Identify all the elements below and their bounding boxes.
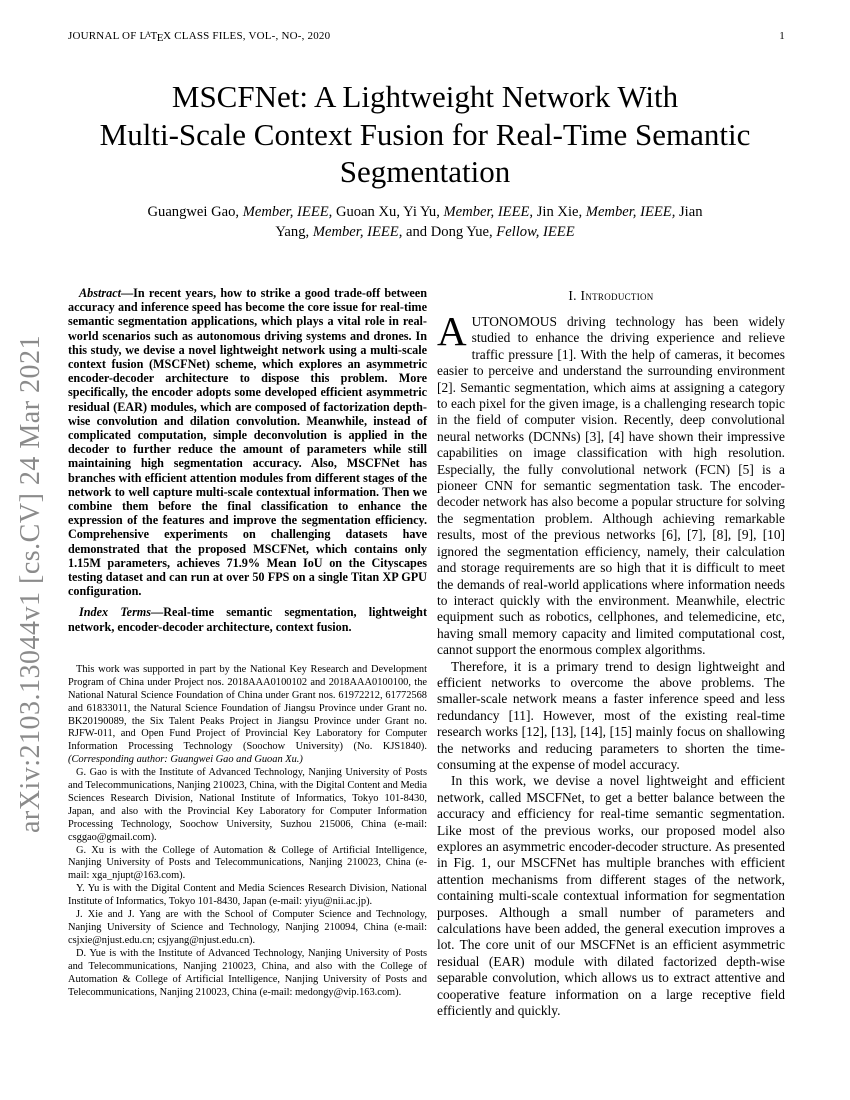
- paper-title-line-1: MSCFNet: A Lightweight Network With: [171, 79, 679, 114]
- footnote-affiliation-yu: Y. Yu is with the Digital Content and Media Sciences Research Division, National Institute of Informatics, Tokyo 101-8430, Japan (e-mail: yiyu@nii.ac.jp).: [68, 883, 427, 908]
- author-line-1: Guangwei Gao, Member, IEEE, Guoan Xu, Yi Yu, Member, IEEE, Jin Xie, Member, IEEE, Jian: [147, 204, 703, 220]
- two-column-body: [68, 286, 785, 1019]
- page-number: 1: [779, 30, 785, 42]
- journal-title: JOURNAL OF LATEX CLASS FILES, VOL-, NO-, 2020: [68, 30, 331, 45]
- running-header: [68, 30, 785, 44]
- footnote-affiliation-yue: D. Yue is with the Institute of Advanced Technology, Nanjing University of Posts and Telecommunications, Nanjing 210023, China, and also with the College of Automation & College of Artificial Intelligence, Nanjing University of Posts and Telecommunications, Nanjing 210023, China (e-mail: medongy@vip.163.com).: [68, 947, 427, 998]
- footnote-affiliation-xu: G. Xu is with the College of Automation & College of Artificial Intelligence, Nanjing University of Posts and Telecommunications, Nanjing 210023, China (e-mail: xga_njupt@163.com).: [68, 844, 427, 882]
- arxiv-watermark: arXiv:2103.13044v1 [cs.CV] 24 Mar 2021: [15, 334, 46, 833]
- drop-cap: A: [437, 308, 467, 354]
- intro-paragraph-3: In this work, we devise a novel lightweight and efficient network, called MSCFNet, to get a better balance between the accuracy and efficiency for real-time semantic segmentation. Like most of the previous works, our proposed model also explores an asymmetric encoder-decoder structure. As presented in Fig. 1, our MSCFNet has multiple branches with efficient attention mechanisms from different stages of the network, containing multi-scale contextual information for segmentation purposes. Although a small number of parameters and calculations have been added, the general execution improves a lot. The core unit of our MSCFNet is an efficient asymmetric residual (EAR) module with dilated factorized depth-wise separable convolution, which allows us to extract attentive and cooperative feature information on a large receptive field efficiently and quickly.: [437, 773, 785, 1019]
- footnotes: [68, 664, 427, 1000]
- footnote-funding: This work was supported in part by the National Key Research and Development Program of China under Project nos. 2018AAA0100102 and 2018AAA0100100, the National Natural Science Foundation of China under Grant nos. 61972212, 61772568 and 61833011, the Natural Science Foundation of Jiangsu Province under Grant no. BK20190089, the Six Talent Peaks Project in Jiangsu Province under Grant no. RJFW-011, and Open Fund Project of Provincial Key Laboratory for Computer Information Processing Technology (Soochow University) (No. KJS1840). (Corresponding author: Guangwei Gao and Guoan Xu.): [68, 663, 427, 766]
- paper-title-line-3: Segmentation: [339, 154, 511, 189]
- footnote-affiliation-xie-yang: J. Xie and J. Yang are with the School of Computer Science and Technology, Nanjing University of Science and Technology, Nanjing 210094, China (e-mail: csjxie@njust.edu.cn; csjyang@njust.edu.cn).: [68, 909, 427, 946]
- paper-title: [0, 78, 850, 191]
- abstract-paragraph: Abstract—In recent years, how to strike a good trade-off between accuracy and inference speed has become the core issue for real-time semantic segmentation applications, which plays a vital role in real-world scenarios such as autonomous driving systems and drones. In this study, we devise a novel lightweight network using a multi-scale context fusion (MSCFNet) scheme, which explores an asymmetric encoder-decoder architecture to dispose this problem. More specifically, the encoder adopts some developed efficient asymmetric residual (EAR) modules, which are composed of factorization depth-wise convolution and dilation convolution. Meanwhile, instead of complicated computation, simple deconvolution is applied in the decoder to further reduce the amount of parameters while still maintaining high segmentation accuracy. Also, MSCFNet has branches with efficient attention modules from different stages of the network to well capture multi-scale contextual information. Then we combine them before the final classification to enhance the expression of the features and improve the segmentation efficiency. Comprehensive experiments on challenging datasets have demonstrated that the proposed MSCFNet, which contains only 1.15M parameters, achieves 71.9% Mean IoU on the Cityscapes testing dataset and can run at over 50 FPS on a single Titan XP GPU configuration.: [68, 286, 427, 599]
- introduction-body: [437, 308, 785, 1019]
- author-line-2: Yang, Member, IEEE, and Dong Yue, Fellow, IEEE: [275, 223, 575, 240]
- footnote-affiliation-gao: G. Gao is with the Institute of Advanced Technology, Nanjing University of Posts and Telecommunications, Nanjing 210023, China, with the Digital Content and Media Sciences Research Division, National Institute of Informatics, Tokyo 101-8430, Japan, and also with the Provincial Key Laboratory for Computer Information Processing Technology, Soochow University, Suzhou 215006, China (e-mail: csggao@gmail.com).: [68, 767, 427, 843]
- intro-paragraph-2: Therefore, it is a primary trend to design lightweight and efficient networks to overcome the above problems. The smaller-scale network means a faster inference speed and less redundancy [11]. However, most of the existing real-time research works [12], [13], [14], [15] mainly focus on shallowing the networks and reducing parameters to shorten the time-consuming at the expense of model accuracy.: [437, 658, 785, 772]
- index-terms: Index Terms—Real-time semantic segmentation, lightweight network, encoder-decoder architecture, context fusion.: [68, 605, 427, 634]
- left-column: [68, 286, 427, 1019]
- authors-byline: [0, 203, 850, 242]
- intro-paragraph-1: [437, 308, 785, 659]
- paper-title-line-2: Multi-Scale Context Fusion for Real-Time Semantic: [99, 116, 751, 152]
- section-heading-introduction: I. Introduction: [568, 288, 654, 303]
- intro-paragraph-1-text: UTONOMOUS driving technology has been widely studied to enhance the driving experience and relieve traffic pressure [1]. With the help of cameras, it becomes easier to perceive and understand the surrounding environment [2]. Semantic segmentation, which aims at assigning a category to each pixel for the given image, is a challenging research topic in the field of computer vision. Recently, deep convolutional neural networks (DCNNs) [3], [4] have shown their impressive capabilities on image classification with high resolution. Especially, the fully convolutional network (FCN) [5] is a pioneer CNN for semantic segmentation task. The encoder-decoder network has also become a popular structure for solving the segmentation problem. Although achieving remarkable results, most of the previous networks [6], [7], [8], [9], [10] ignored the segmentation efficiency, namely, their calculation and storage requirements are so high that it is difficult to meet the demands of real-world applications where information needs to interact quickly with the environment. Meanwhile, electric equipment such as robotics, cellphones, and telemedicine, etc, having small memory capacity and limited computational cost, cannot support the enormous complex algorithms.: [437, 314, 785, 658]
- right-column: [437, 286, 785, 1019]
